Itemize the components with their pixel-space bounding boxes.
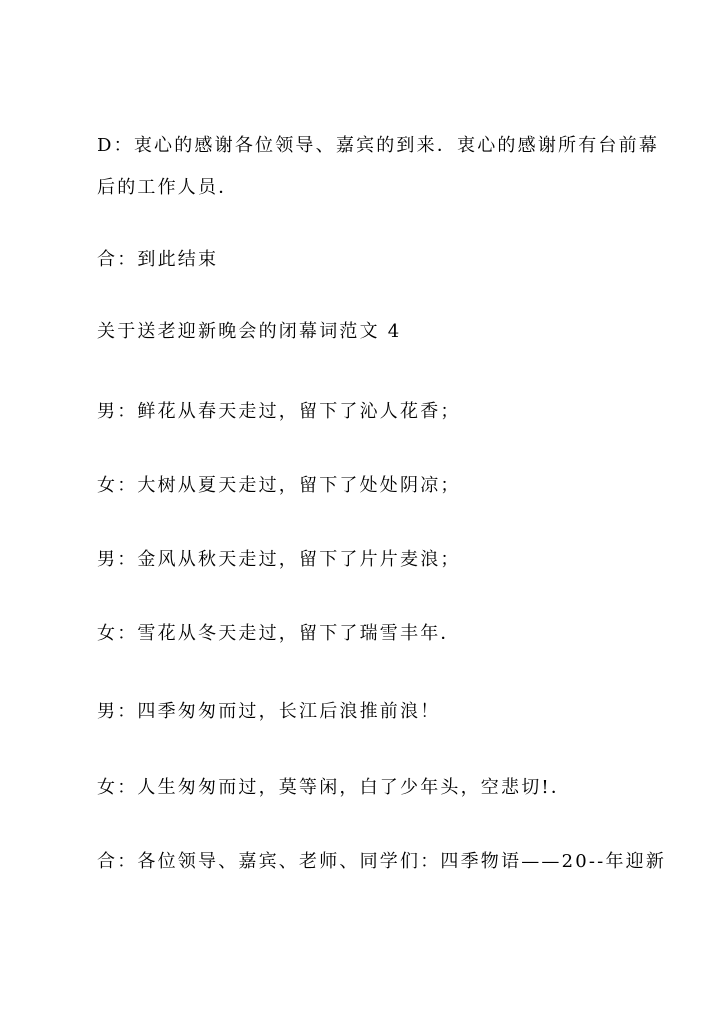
paragraph-seasons: 男：四季匆匆而过，长江后浪推前浪！ (97, 701, 441, 722)
paragraph-thanks-line-1: D：衷心的感谢各位领导、嘉宾的到来．衷心的感谢所有台前幕 (97, 135, 660, 156)
paragraph-life: 女：人生匆匆而过，莫等闲，白了少年头，空悲切!． (97, 777, 572, 798)
paragraph-thanks-line-2: 后的工作人员． (97, 177, 239, 198)
section-heading: 关于送老迎新晚会的闭幕词范文 4 (97, 321, 402, 342)
paragraph-spring: 男：鲜花从春天走过，留下了沁人花香； (97, 401, 461, 422)
paragraph-address: 合：各位领导、嘉宾、老师、同学们：四季物语——20--年迎新 (97, 851, 667, 872)
paragraph-autumn: 男：金风从秋天走过，留下了片片麦浪； (97, 549, 461, 570)
paragraph-ending: 合：到此结束 (97, 249, 219, 270)
paragraph-summer: 女：大树从夏天走过，留下了处处阴凉； (97, 475, 461, 496)
paragraph-winter: 女：雪花从冬天走过，留下了瑞雪丰年． (97, 623, 461, 644)
